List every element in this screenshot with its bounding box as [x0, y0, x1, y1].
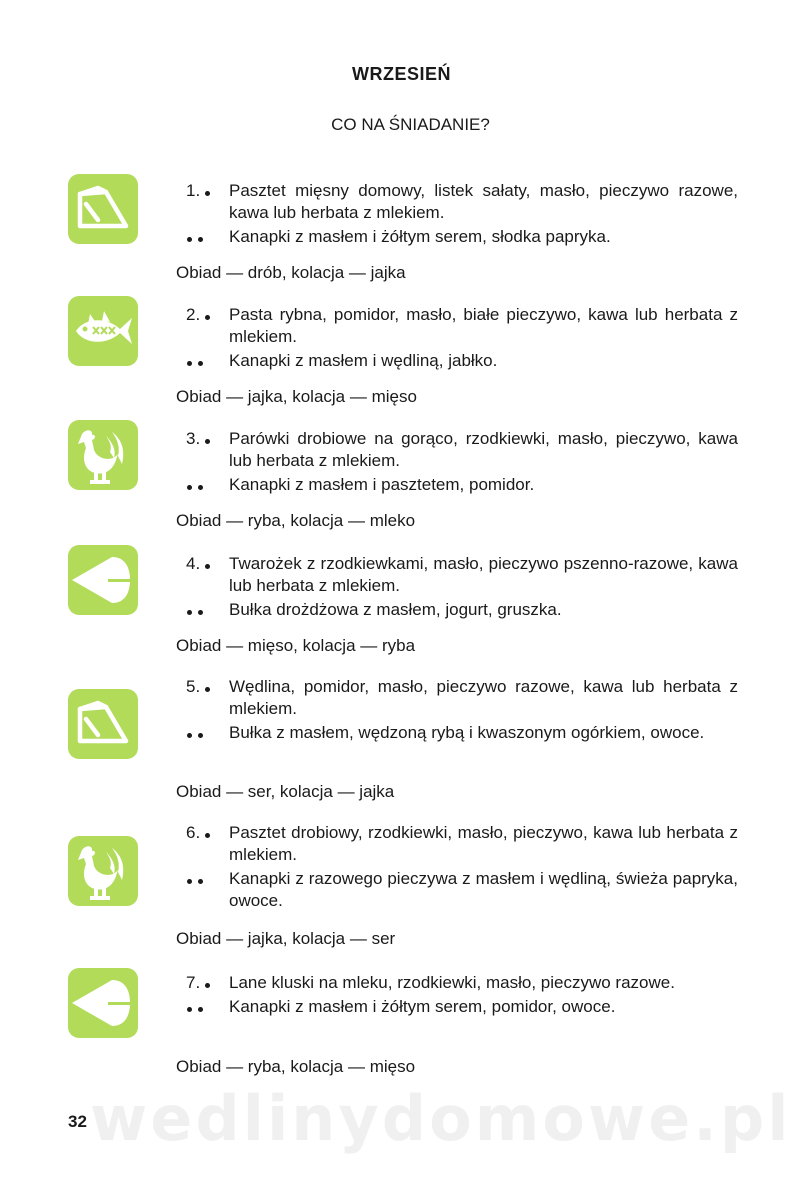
- bullet-dot: [205, 833, 210, 838]
- breakfast-second: [186, 996, 738, 1018]
- meal-summary: Obiad — drób, kolacja — jajka: [176, 263, 406, 282]
- page-number: 32: [68, 1112, 87, 1131]
- day-menu: [186, 180, 738, 248]
- entry-marker: [186, 180, 229, 202]
- breakfast-first: [186, 180, 738, 224]
- page-subtitle: CO NA ŚNIADANIE?: [331, 115, 490, 134]
- entry-marker: [186, 226, 230, 248]
- meal-summary: Obiad — ryba, kolacja — mleko: [176, 511, 416, 530]
- bullet-dot: [187, 733, 192, 738]
- bullet-dot: [205, 687, 210, 692]
- entry-text: Kanapki z masłem i pasztetem, pomidor.: [229, 475, 535, 494]
- page-title: WRZESIEŃ: [351, 64, 451, 84]
- entry-marker: [186, 599, 230, 621]
- bullet-dot: [205, 439, 210, 444]
- meal-summary: Obiad — ryba, kolacja — mięso: [176, 1057, 416, 1076]
- entry-marker: [186, 868, 230, 890]
- bullet-dot: [187, 879, 192, 884]
- cheese-icon: [68, 689, 138, 759]
- entry-marker: [186, 722, 230, 744]
- entry-marker: [186, 553, 229, 575]
- entry-marker: [186, 996, 230, 1018]
- entry-text: Pasztet drobiowy, rzodkiewki, masło, pieczywo, kawa lub herbata z mlekiem.: [229, 823, 738, 864]
- leaf-icon: [68, 968, 138, 1038]
- watermark: wedlinydomowe.pl: [90, 1082, 792, 1155]
- entry-text: Bułka z masłem, wędzoną rybą i kwaszonym ogórkiem, owoce.: [229, 723, 705, 742]
- breakfast-second: [186, 722, 738, 744]
- entry-text: Bułka drożdżowa z masłem, jogurt, gruszka.: [229, 600, 562, 619]
- entry-marker: [186, 304, 229, 326]
- entry-marker: [186, 474, 230, 496]
- day-number: 1.: [186, 181, 201, 200]
- bullet-dot: [187, 361, 192, 366]
- bullet-dot: [198, 733, 203, 738]
- breakfast-second: [186, 474, 738, 496]
- entry-text: Kanapki z masłem i żółtym serem, słodka papryka.: [229, 227, 611, 246]
- breakfast-first: [186, 676, 738, 720]
- day-menu: [186, 972, 738, 1018]
- day-number: 3.: [186, 429, 201, 448]
- day-number: 6.: [186, 823, 201, 842]
- day-menu: [186, 304, 738, 372]
- day-number: 4.: [186, 554, 201, 573]
- day-number: 5.: [186, 677, 201, 696]
- day-menu: [186, 553, 738, 621]
- bullet-dot: [187, 1007, 192, 1012]
- meal-summary: Obiad — ser, kolacja — jajka: [176, 782, 395, 801]
- breakfast-second: [186, 599, 738, 621]
- bullet-dot: [205, 564, 210, 569]
- entry-marker: [186, 350, 230, 372]
- meal-summary: Obiad — mięso, kolacja — ryba: [176, 636, 416, 655]
- bullet-dot: [198, 361, 203, 366]
- breakfast-first: [186, 972, 738, 994]
- entry-marker: [186, 972, 229, 994]
- entry-text: Twarożek z rzodkiewkami, masło, pieczywo pszenno-razowe, kawa lub herbata z mlekiem.: [229, 554, 738, 595]
- entry-text: Wędlina, pomidor, masło, pieczywo razowe, kawa lub herbata z mlekiem.: [229, 677, 738, 718]
- bullet-dot: [205, 983, 210, 988]
- bullet-dot: [187, 610, 192, 615]
- entry-text: Parówki drobiowe na gorąco, rzodkiewki, masło, pieczywo, kawa lub herbata z mlekiem.: [229, 429, 738, 470]
- breakfast-second: [186, 226, 738, 248]
- leaf-icon: [68, 545, 138, 615]
- day-number: 2.: [186, 305, 201, 324]
- bullet-dot: [205, 315, 210, 320]
- day-menu: [186, 822, 738, 912]
- fish-icon: [68, 296, 138, 366]
- bullet-dot: [205, 191, 210, 196]
- breakfast-first: [186, 822, 738, 866]
- entry-text: Kanapki z razowego pieczywa z masłem i wędliną, świeża papryka, owoce.: [229, 869, 738, 910]
- breakfast-first: [186, 428, 738, 472]
- day-menu: [186, 676, 738, 744]
- entry-marker: [186, 676, 229, 698]
- rooster-icon: [68, 836, 138, 906]
- entry-text: Pasztet mięsny domowy, listek sałaty, masło, pieczywo razowe, kawa lub herbata z mlekiem.: [229, 181, 738, 222]
- bullet-dot: [198, 1007, 203, 1012]
- entry-text: Kanapki z masłem i żółtym serem, pomidor, owoce.: [229, 997, 616, 1016]
- rooster-icon: [68, 420, 138, 490]
- bullet-dot: [187, 485, 192, 490]
- entry-text: Lane kluski na mleku, rzodkiewki, masło, pieczywo razowe.: [229, 973, 675, 992]
- breakfast-second: [186, 350, 738, 372]
- bullet-dot: [198, 237, 203, 242]
- entry-text: Pasta rybna, pomidor, masło, białe pieczywo, kawa lub herbata z mlekiem.: [229, 305, 738, 346]
- entry-marker: [186, 822, 229, 844]
- bullet-dot: [187, 237, 192, 242]
- bullet-dot: [198, 610, 203, 615]
- day-menu: [186, 428, 738, 496]
- entry-marker: [186, 428, 229, 450]
- meal-summary: Obiad — jajka, kolacja — mięso: [176, 387, 417, 406]
- bullet-dot: [198, 485, 203, 490]
- bullet-dot: [198, 879, 203, 884]
- meal-summary: Obiad — jajka, kolacja — ser: [176, 929, 396, 948]
- cheese-icon: [68, 174, 138, 244]
- breakfast-first: [186, 304, 738, 348]
- day-number: 7.: [186, 973, 201, 992]
- breakfast-first: [186, 553, 738, 597]
- entry-text: Kanapki z masłem i wędliną, jabłko.: [229, 351, 498, 370]
- breakfast-second: [186, 868, 738, 912]
